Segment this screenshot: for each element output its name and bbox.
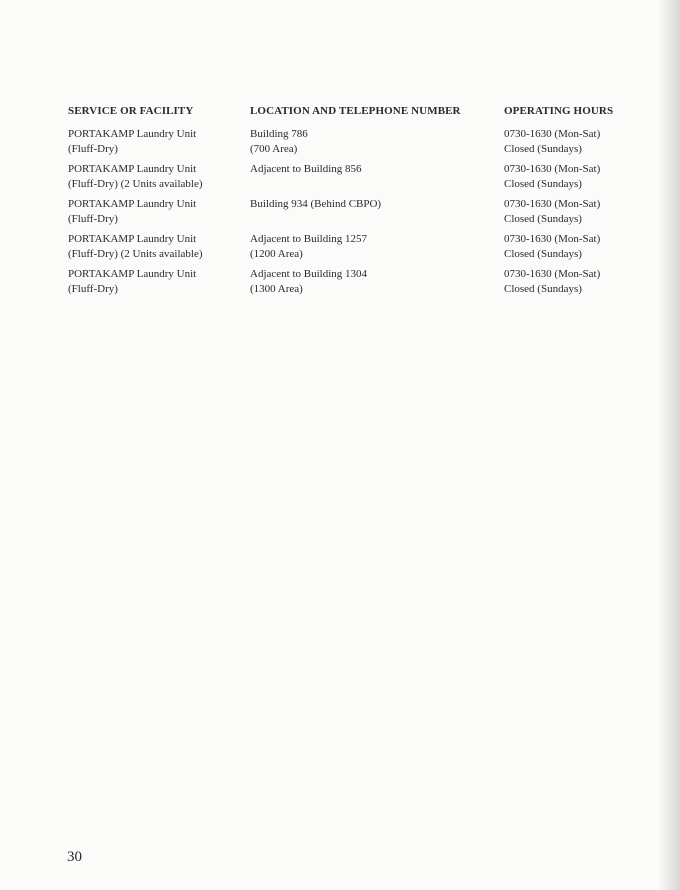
cell-line: (1300 Area) [250, 283, 303, 295]
cell-line: Closed (Sundays) [504, 143, 582, 155]
cell-line [250, 212, 381, 227]
table-cell-hours [504, 267, 600, 297]
cell-line: Closed (Sundays) [504, 178, 582, 190]
cell-line: Adjacent to Building 1304 [250, 268, 368, 280]
cell-line: PORTAKAMP Laundry Unit [68, 163, 197, 175]
table-cell-service [68, 267, 196, 297]
cell-line: PORTAKAMP Laundry Unit [68, 268, 197, 280]
cell-line: Building 934 (Behind CBPO) [250, 198, 382, 210]
table-cell-service [68, 162, 203, 192]
table-cell-service [68, 127, 196, 157]
cell-line: 0730-1630 (Mon-Sat) [504, 128, 601, 140]
table-cell-location [250, 162, 362, 192]
cell-line: (Fluff-Dry) (2 Units available) [68, 178, 203, 190]
table-cell-hours [504, 232, 600, 262]
cell-line: (Fluff-Dry) [68, 283, 118, 295]
table-cell-hours [504, 197, 600, 227]
cell-line: PORTAKAMP Laundry Unit [68, 198, 197, 210]
cell-line: (Fluff-Dry) [68, 213, 118, 225]
header-location: LOCATION AND TELEPHONE NUMBER [250, 105, 461, 117]
table-cell-service [68, 197, 196, 227]
cell-line [250, 177, 362, 192]
cell-line: Adjacent to Building 1257 [250, 233, 368, 245]
cell-line: Closed (Sundays) [504, 248, 582, 260]
cell-line: Closed (Sundays) [504, 283, 582, 295]
table-cell-hours [504, 162, 600, 192]
cell-line: 0730-1630 (Mon-Sat) [504, 198, 601, 210]
cell-line: (Fluff-Dry) [68, 143, 118, 155]
table-cell-hours [504, 127, 600, 157]
cell-line: 0730-1630 (Mon-Sat) [504, 268, 601, 280]
cell-line: 0730-1630 (Mon-Sat) [504, 233, 601, 245]
page-number: 30 [67, 849, 82, 865]
cell-line: Building 786 [250, 128, 308, 140]
table-cell-service [68, 232, 203, 262]
cell-line: Adjacent to Building 856 [250, 163, 362, 175]
cell-line: PORTAKAMP Laundry Unit [68, 128, 197, 140]
cell-line: (1200 Area) [250, 248, 303, 260]
cell-line: PORTAKAMP Laundry Unit [68, 233, 197, 245]
table-cell-location [250, 197, 381, 227]
table-cell-location [250, 267, 367, 297]
table-cell-location [250, 127, 308, 157]
cell-line: 0730-1630 (Mon-Sat) [504, 163, 601, 175]
cell-line: (Fluff-Dry) (2 Units available) [68, 248, 203, 260]
header-service: SERVICE OR FACILITY [68, 105, 194, 117]
cell-line: Closed (Sundays) [504, 213, 582, 225]
page-edge-shadow [658, 0, 680, 890]
table-cell-location [250, 232, 367, 262]
cell-line: (700 Area) [250, 143, 298, 155]
header-hours: OPERATING HOURS [504, 105, 614, 117]
